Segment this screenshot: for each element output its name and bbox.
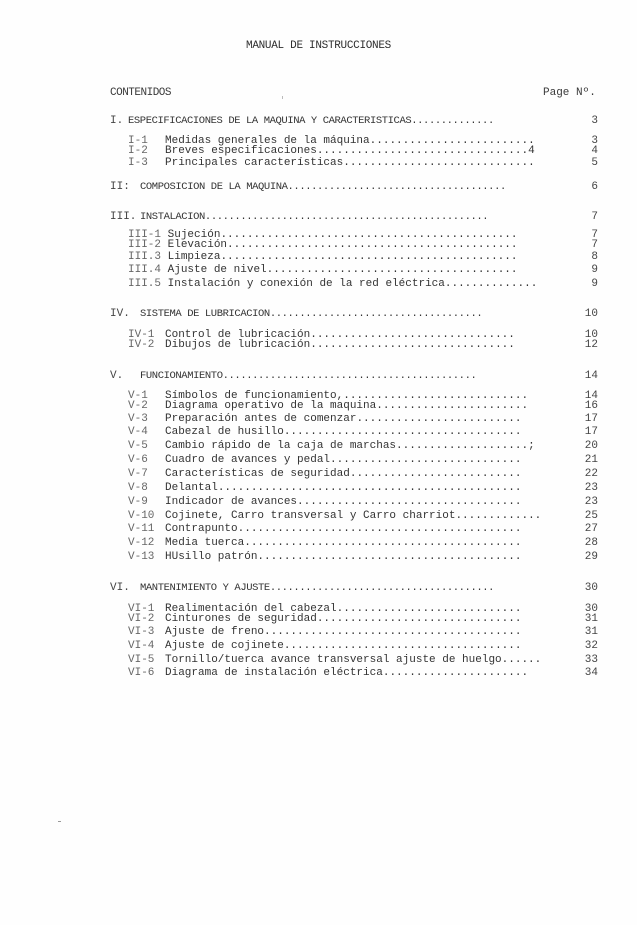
item-number: V-5 [128,440,148,452]
scan-speck [282,96,283,99]
toc-item [110,145,620,157]
toc-item [110,454,620,466]
item-title: Principales características............................. [165,157,535,169]
item-title: Diagrama de instalación eléctrica...................... [165,667,529,679]
page-number: 22 [584,468,598,480]
section-title: SISTEMA DE LUBRICACION.................................... [140,308,483,320]
page-number: 7 [591,229,598,241]
page-number: 23 [584,482,598,494]
section-title: MANTENIMIENTO Y AJUSTE...................................... [140,582,495,594]
item-title: Cambio rápido de la caja de marchas....................; [165,440,535,452]
toc-item [110,510,620,522]
item-title: III.3 Limpieza............................................. [128,251,518,263]
page-number: 9 [591,278,598,290]
page-number: 16 [584,400,598,412]
item-number: IV-2 [128,339,155,351]
toc-item [110,400,620,412]
item-title: Ajuste de cojinete.................................... [165,640,522,652]
page-number: 7 [591,211,598,223]
item-number: V-2 [128,400,148,412]
toc-item [110,264,620,276]
item-title: Preparación antes de comenzar......................... [165,413,522,425]
toc-item [110,426,620,438]
item-number: V-12 [128,537,155,549]
item-title: Ajuste de freno....................................... [165,626,522,638]
item-title: Contrapunto........................................... [165,523,522,535]
page-number: 23 [584,496,598,508]
item-number: V-11 [128,523,155,535]
item-title: HUsillo patrón........................................ [165,551,522,563]
toc-section-3 [110,211,620,223]
item-title: Diagrama operativo de la maquina....................... [165,400,529,412]
section-number: V. [110,370,124,382]
toc-item [110,667,620,679]
page-number: 17 [584,426,598,438]
toc-section-1 [110,115,620,127]
page-number: 14 [584,390,598,402]
contents-heading: CONTENIDOS [110,87,172,99]
section-number: VI. [110,582,130,594]
page-number: 5 [591,157,598,169]
toc-section-5 [110,370,620,382]
toc-item [110,523,620,535]
toc-item [110,440,620,452]
toc-section-6 [110,582,620,594]
page-number: 31 [584,613,598,625]
page-number: 4 [591,145,598,157]
page-number: 10 [584,308,598,320]
item-title: Símbolos de funcionamiento,............................ [165,390,529,402]
page-number: 28 [584,537,598,549]
item-title: III.4 Ajuste de nivel...................................... [128,264,518,276]
item-title: Cuadro de avances y pedal............................. [165,454,522,466]
item-title: Cabezal de husillo.................................... [165,426,522,438]
toc-item [110,157,620,169]
section-number: II: [110,181,130,193]
page-number: 14 [584,370,598,382]
document-title: MANUAL DE INSTRUCCIONES [246,40,391,52]
item-number: VI-2 [128,613,155,625]
page-number: 3 [591,135,598,147]
item-number: V-9 [128,496,148,508]
page-number: 21 [584,454,598,466]
item-number: VI-5 [128,654,155,666]
page-number: 25 [584,510,598,522]
toc-item [110,251,620,263]
section-title: ESPECIFICACIONES DE LA MAQUINA Y CARACTERISTICAS.............. [128,115,494,127]
item-title: Medidas generales de la máquina......................... [165,135,535,147]
item-number: I-3 [128,157,148,169]
item-number: IV-1 [128,329,155,341]
item-title: Cojinete, Carro transversal y Carro charriot............. [165,510,542,522]
scan-speck [58,821,61,822]
page-number: 10 [584,329,598,341]
toc-item [110,278,620,290]
item-number: V-1 [128,390,148,402]
page-number: 7 [591,239,598,251]
page-number: 27 [584,523,598,535]
item-number: I-2 [128,145,148,157]
page-number: 6 [591,181,598,193]
item-title: Indicador de avances.................................. [165,496,522,508]
page-number: 17 [584,413,598,425]
toc-section-4 [110,308,620,320]
toc-item [110,339,620,351]
page-number: 31 [584,626,598,638]
page-number-heading: Page Nº. [543,87,596,99]
toc-item [110,654,620,666]
item-number: V-4 [128,426,148,438]
item-number: VI-1 [128,603,155,615]
toc-item [110,468,620,480]
item-title: Delantal.............................................. [165,482,522,494]
item-title: Características de seguridad.......................... [165,468,522,480]
item-title: III-1 Sujeción............................................. [128,229,518,241]
page-number: 20 [584,440,598,452]
section-number: IV. [110,308,130,320]
item-title: Breves especificaciones................................4 [165,145,535,157]
toc-item [110,626,620,638]
page-number: 34 [584,667,598,679]
toc-item [110,413,620,425]
item-number: V-3 [128,413,148,425]
page-number: 30 [584,582,598,594]
page-number: 12 [584,339,598,351]
item-number: V-13 [128,551,155,563]
item-title: Tornillo/tuerca avance transversal ajuste de huelgo...... [165,654,542,666]
item-title: Media tuerca.......................................... [165,537,522,549]
item-number: VI-6 [128,667,155,679]
item-title: Dibujos de lubricación............................... [165,339,515,351]
page-number: 29 [584,551,598,563]
page-number: 32 [584,640,598,652]
item-number: V-7 [128,468,148,480]
item-title: Control de lubricación............................... [165,329,515,341]
item-number: V-10 [128,510,155,522]
section-title: INSTALACION................................................ [140,211,489,223]
toc-item [110,640,620,652]
item-title: Realimentación del cabezal............................ [165,603,522,615]
item-number: V-8 [128,482,148,494]
toc-section-2 [110,181,620,193]
section-number: I. [110,115,124,127]
item-title: Cinturones de seguridad............................... [165,613,522,625]
toc-item [110,551,620,563]
page-number: 8 [591,251,598,263]
item-number: VI-3 [128,626,155,638]
item-title: III-2 Elevación............................................ [128,239,518,251]
page-number: 33 [584,654,598,666]
section-number: III. [110,211,137,223]
section-title: FUNCIONAMIENTO........................................... [140,370,477,382]
page-number: 30 [584,603,598,615]
toc-item [110,482,620,494]
toc-item [110,496,620,508]
item-number: V-6 [128,454,148,466]
page-number: 3 [591,115,598,127]
toc-item [110,537,620,549]
item-number: VI-4 [128,640,155,652]
item-title: III.5 Instalación y conexión de la red eléctrica.............. [128,278,538,290]
toc-item [110,613,620,625]
item-number: I-1 [128,135,148,147]
section-title: COMPOSICION DE LA MAQUINA..................................... [140,181,506,193]
page-number: 9 [591,264,598,276]
toc-item [110,239,620,251]
